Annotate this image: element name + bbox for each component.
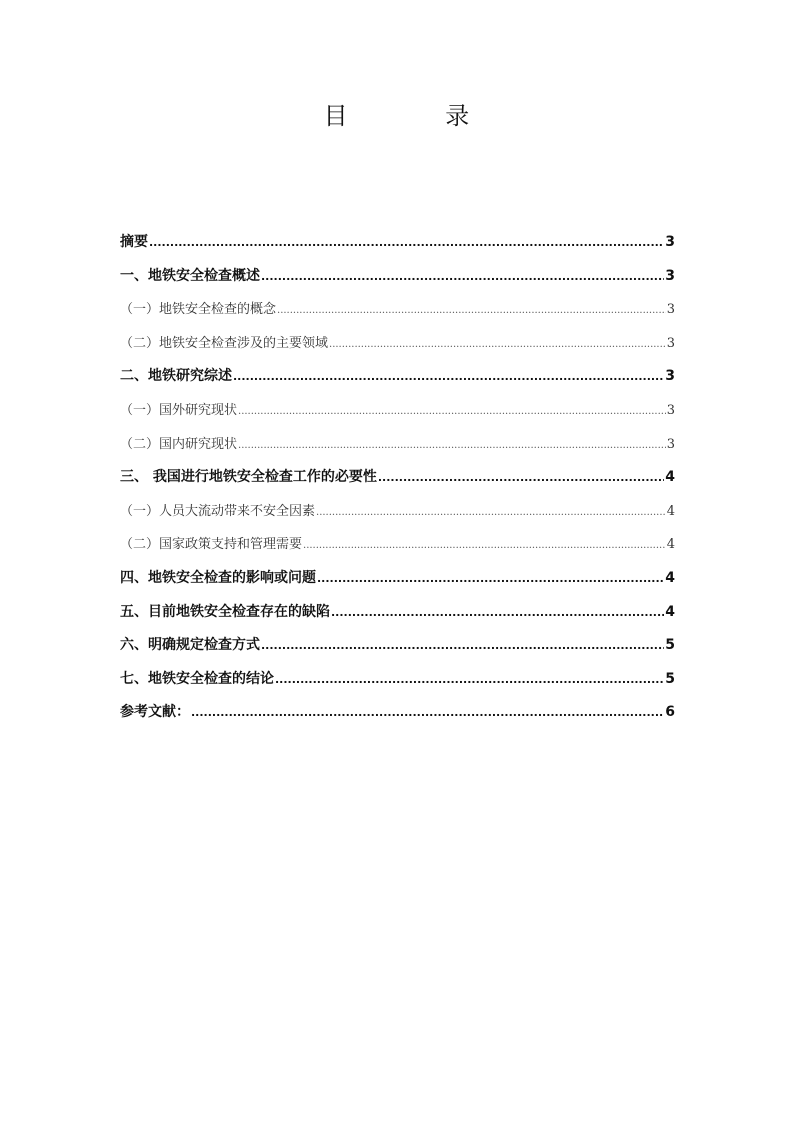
toc-entry[interactable] (120, 696, 675, 730)
toc-entry-title: 三、 我国进行地铁安全检查工作的必要性 (120, 469, 377, 486)
toc-entry-page: 4 (665, 569, 675, 586)
toc-entry-title: 参考文献： (120, 704, 190, 721)
dot-leader (275, 663, 664, 697)
dot-leader (238, 395, 666, 429)
dot-leader (238, 429, 666, 463)
toc-subentry[interactable] (120, 394, 675, 428)
toc-entry-page: 5 (665, 670, 675, 687)
toc-entry-page: 3 (665, 267, 675, 284)
dot-leader (277, 294, 666, 328)
toc-entry-title: （一）人员大流动带来不安全因素 (120, 503, 316, 519)
toc-entry-title: （一）地铁安全检查的概念 (120, 302, 277, 318)
toc-subentry[interactable] (120, 293, 675, 327)
toc-entry[interactable] (120, 596, 675, 630)
toc-entry-page: 3 (666, 302, 675, 318)
toc-entry-page: 3 (665, 368, 675, 385)
toc-entry[interactable] (120, 260, 675, 294)
toc-entry-page: 6 (665, 704, 675, 721)
dot-leader (378, 461, 664, 495)
toc-entry-title: （二）国内研究现状 (120, 436, 238, 452)
toc-entry-title: 六、明确规定检查方式 (120, 637, 260, 654)
toc-entry[interactable] (120, 663, 675, 697)
toc-subentry[interactable] (120, 428, 675, 462)
dot-leader (316, 496, 666, 530)
toc-entry-page: 4 (666, 503, 675, 519)
toc-subentry[interactable] (120, 327, 675, 361)
toc-entry-page: 3 (666, 402, 675, 418)
toc-entry[interactable] (120, 360, 675, 394)
page-title: 目 录 (323, 102, 515, 130)
toc-entry[interactable] (120, 226, 675, 260)
toc-entry-page: 4 (665, 603, 675, 620)
toc-subentry[interactable] (120, 528, 675, 562)
toc-entry-title: 一、地铁安全检查概述 (120, 267, 260, 284)
toc-entry[interactable] (120, 629, 675, 663)
toc-entry-title: 二、地铁研究综述 (120, 368, 232, 385)
toc-entry-page: 3 (666, 335, 675, 351)
dot-leader (233, 360, 664, 394)
dot-leader (261, 629, 664, 663)
toc-entry-title: 摘要 (120, 234, 148, 250)
dot-leader (331, 596, 664, 630)
toc-entry-title: 四、地铁安全检查的影响或问题 (120, 569, 316, 586)
dot-leader (191, 696, 664, 730)
dot-leader (261, 260, 664, 294)
toc-subentry[interactable] (120, 495, 675, 529)
toc-entry-page: 5 (665, 637, 675, 654)
toc-entry[interactable] (120, 562, 675, 596)
toc-entry-page: 4 (665, 469, 675, 486)
dot-leader (317, 562, 664, 596)
toc-entry-title: 五、目前地铁安全检查存在的缺陷 (120, 603, 330, 620)
dot-leader (329, 328, 666, 362)
toc-entry-page: 4 (666, 537, 675, 553)
toc-entry-title: （一）国外研究现状 (120, 402, 238, 418)
toc-entry-title: （二）国家政策支持和管理需要 (120, 537, 303, 553)
toc-entry-page: 3 (665, 234, 675, 250)
toc-entry[interactable] (120, 461, 675, 495)
toc-entry-page: 3 (666, 436, 675, 452)
toc-entry-title: （二）地铁安全检查涉及的主要领域 (120, 335, 329, 351)
toc-entry-title: 七、地铁安全检查的结论 (120, 670, 274, 687)
dot-leader (149, 226, 664, 260)
dot-leader (303, 529, 666, 563)
table-of-contents (120, 226, 675, 730)
